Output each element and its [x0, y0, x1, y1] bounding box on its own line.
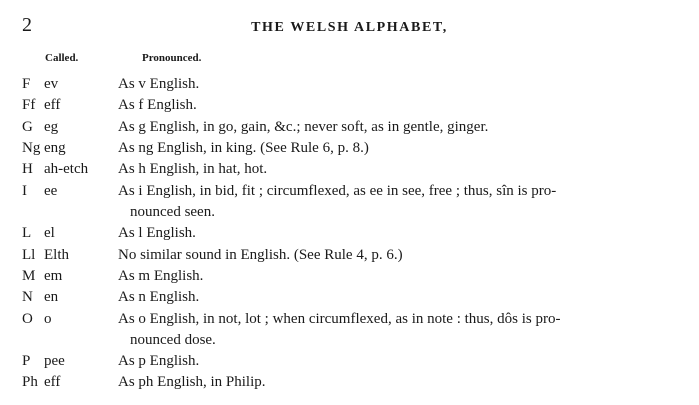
entry-called: em — [44, 268, 63, 284]
entry-pronunciation-line: As o English, in not, lot ; when circumflexed, as in note : thus, dôs is pro- — [118, 311, 561, 327]
entry-pronunciation: As l English. — [118, 225, 196, 241]
entry-letter: P — [22, 353, 31, 369]
entry-letter: I — [22, 183, 27, 199]
entry-letter: L — [22, 225, 32, 241]
entry-called: o — [44, 311, 52, 327]
entry-letter: H — [22, 161, 33, 177]
entry-called: en — [44, 289, 59, 305]
entry-called: eff — [44, 97, 61, 113]
entry-pronunciation: As p English. — [118, 353, 200, 369]
entry-letter: Ll — [22, 247, 36, 263]
entry-letter: Ff — [22, 97, 36, 113]
entry-called: ee — [44, 183, 58, 199]
entry-letter: Ph — [22, 374, 38, 390]
entry-pronunciation: As ng English, in king. (See Rule 6, p. 8.) — [118, 140, 369, 156]
entry-pronunciation — [118, 309, 658, 351]
entry-pronunciation: As f English. — [118, 97, 197, 113]
entry-called: Elth — [44, 247, 69, 263]
entry-called: eng — [44, 140, 66, 156]
entry-pronunciation: As ph English, in Philip. — [118, 374, 266, 390]
entry-letter: O — [22, 311, 33, 327]
entry-called: el — [44, 225, 55, 241]
page-number: 2 — [22, 14, 32, 36]
entry-letter: G — [22, 119, 33, 135]
entry-letter: Ng — [22, 140, 41, 156]
entry-pronunciation-line: As i English, in bid, fit ; circumflexed, as ee in see, free ; thus, sîn is pro- — [118, 183, 557, 199]
entry-pronunciation: As h English, in hat, hot. — [118, 161, 268, 177]
entry-called: ev — [44, 76, 59, 92]
entry-called: pee — [44, 353, 65, 369]
entry-pronunciation: As m English. — [118, 268, 204, 284]
entry-pronunciation: As n English. — [118, 289, 200, 305]
entry-letter: M — [22, 268, 36, 284]
entry-pronunciation-continuation: nounced dose. — [130, 332, 216, 348]
entry-pronunciation-continuation: nounced seen. — [130, 204, 215, 220]
entry-pronunciation: As v English. — [118, 76, 200, 92]
entry-called: ah-etch — [44, 161, 89, 177]
entry-pronunciation: As g English, in go, gain, &c.; never soft, as in gentle, ginger. — [118, 119, 489, 135]
entry-letter: F — [22, 76, 31, 92]
entry-pronunciation: No similar sound in English. (See Rule 4, p. 6.) — [118, 247, 403, 263]
column-header-called: Called. — [45, 52, 79, 64]
entry-letter: N — [22, 289, 33, 305]
column-header-pronounced: Pronounced. — [142, 52, 202, 64]
running-head: THE WELSH ALPHABET, — [251, 20, 448, 35]
entry-pronunciation — [118, 181, 658, 223]
entry-called: eg — [44, 119, 59, 135]
entry-called: eff — [44, 374, 61, 390]
